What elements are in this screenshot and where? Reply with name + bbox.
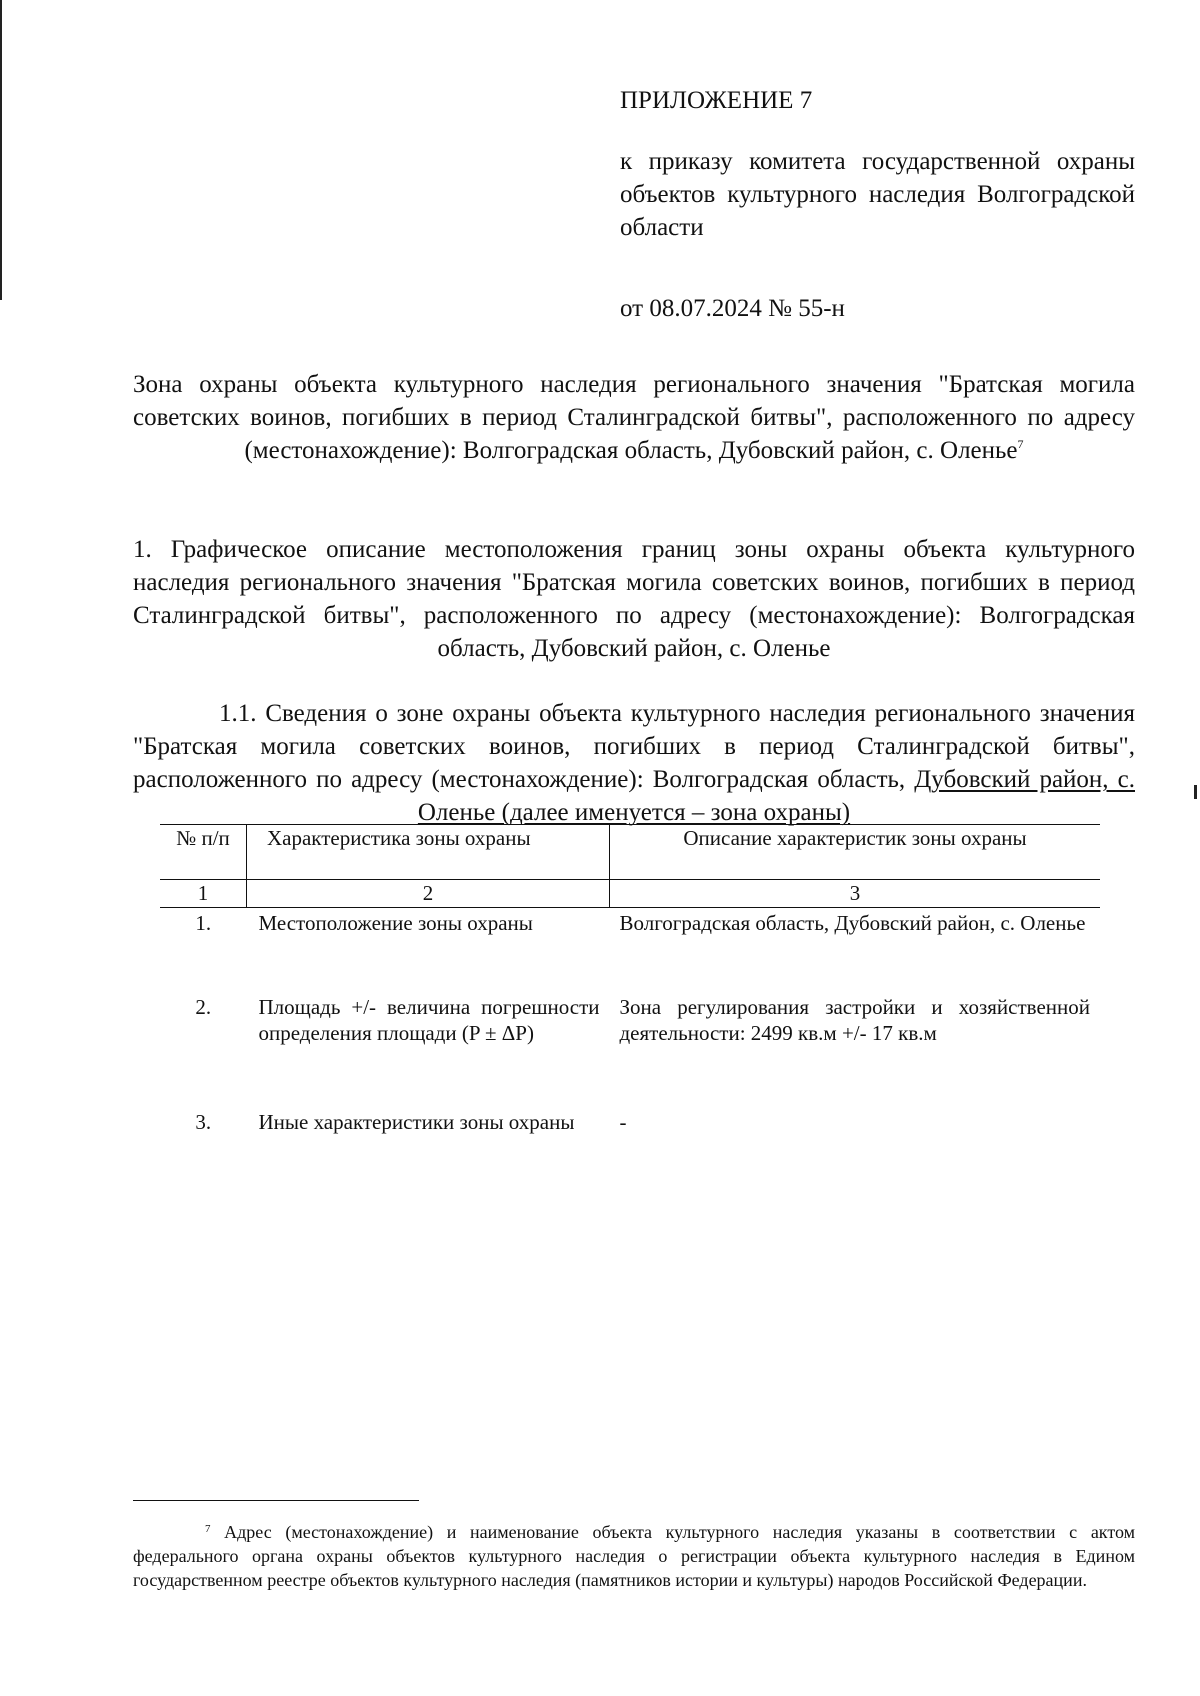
table-header-row: [160, 825, 1100, 880]
table-row: [160, 1107, 1100, 1179]
column-number: 1: [160, 880, 247, 908]
row-number: 3.: [195, 1110, 212, 1134]
column-number-row: [160, 880, 1100, 908]
section-1-heading: 1. Графическое описание местоположения границ зоны охраны объекта культурного наследия регионального значения "Братская могила советских воинов, погибших в период Сталинградской битвы", расположенного по адресу (местонахождение): Волгоградская область, Дубовский район, с. Оленье: [133, 536, 1135, 662]
heading-text: Зона охраны объекта культурного наследия регионального значения "Братская могила советских воинов, погибших в период Сталинградской битвы", расположенного по адресу (местонахождение): Волгоградская область, Дубовский район, с. Оленье: [133, 371, 1135, 464]
footnote-text: Адрес (местонахождение) и наименование объекта культурного наследия указаны в соответствии с актом федерального органа охраны объектов культурного наследия о регистрации объекта культурного наследия в Едином государственном реестре объектов культурного наследия (памятников истории и культуры) народов Российской Федерации.: [133, 1522, 1135, 1590]
section-1-1-heading: [133, 697, 1135, 829]
order-reference: к приказу комитета государственной охраны объектов культурного наследия Волгоградской области: [620, 148, 1135, 241]
table-row: [160, 992, 1100, 1107]
row-characteristic: Иные характеристики зоны охраны: [258, 1110, 575, 1134]
table-row: [160, 908, 1100, 993]
scan-edge-mark: [0, 0, 2, 300]
footnote: [133, 1520, 1135, 1592]
footnote-number: 7: [205, 1523, 211, 1535]
header-characteristic: Характеристика зоны охраны: [247, 825, 610, 880]
order-date: от 08.07.2024 № 55-н: [620, 295, 845, 322]
approval-block: [620, 84, 1135, 325]
column-number: 2: [247, 880, 610, 908]
row-number: 2.: [195, 995, 212, 1019]
column-number: 3: [610, 880, 1101, 908]
footnote-separator: [133, 1500, 419, 1501]
empty-value-dash: -: [619, 1110, 627, 1134]
section-1-1-tail: Дубовский район, с. Оленье (далее именуется – зона охраны): [417, 766, 1135, 826]
header-description: Описание характеристик зоны охраны: [610, 825, 1101, 880]
row-description: Волгоградская область, Дубовский район, с. Оленье: [619, 911, 1086, 935]
scan-edge-mark: [1194, 785, 1197, 799]
row-description: Зона регулирования застройки и хозяйственной деятельности: 2499 кв.м +/- 17 кв.м: [619, 995, 1090, 1045]
row-number: 1.: [195, 911, 212, 935]
row-characteristic: Площадь +/- величина погрешности определения площади (P ± ΔP): [258, 995, 600, 1045]
section-1-1-text: 1.1. Сведения о зоне охраны объекта культурного наследия регионального значения "Братская могила советских воинов, погибших в период Сталинградской битвы", расположенного по адресу (местонахождение): Волгоградская область,: [133, 700, 1135, 793]
zone-info-table: [160, 824, 1100, 1179]
footnote-ref: 7: [1017, 437, 1024, 451]
appendix-title: ПРИЛОЖЕНИЕ 7: [620, 87, 813, 114]
row-characteristic: Местоположение зоны охраны: [258, 911, 533, 935]
header-number: № п/п: [160, 825, 247, 880]
document-heading: [133, 368, 1135, 467]
row-description: [610, 1107, 1101, 1179]
